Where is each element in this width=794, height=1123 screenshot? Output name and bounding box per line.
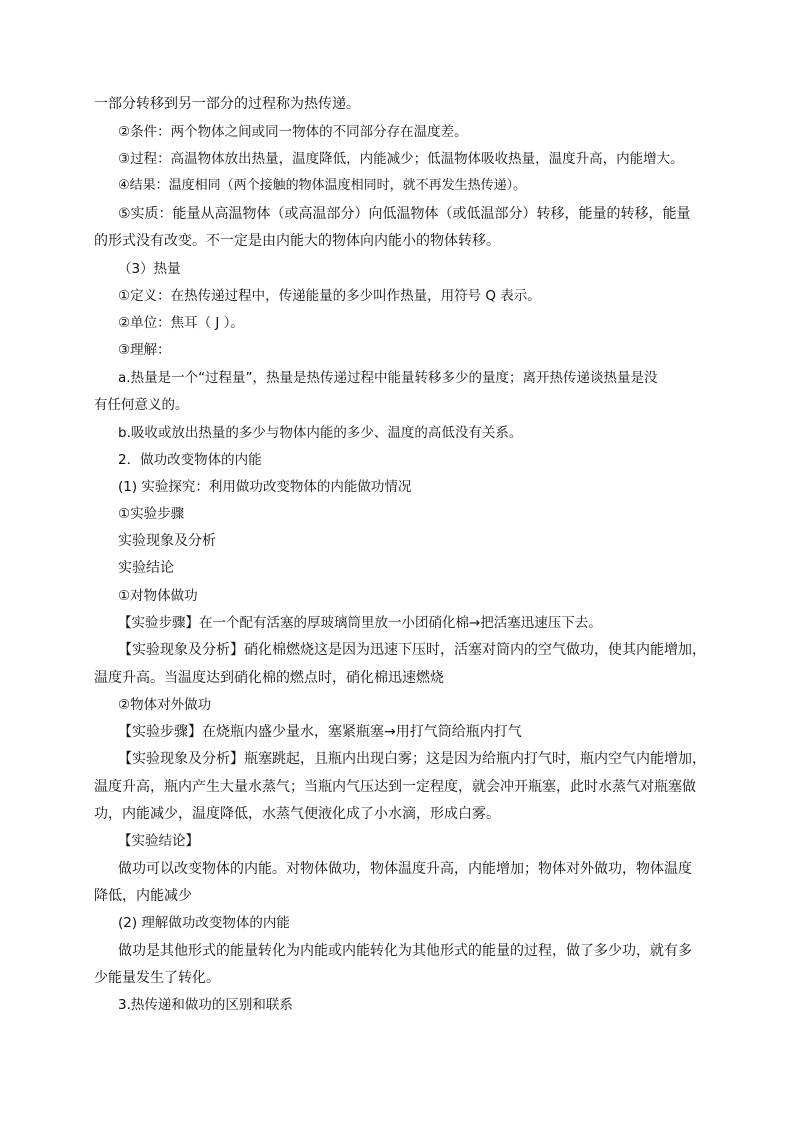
text-line: ②条件：两个物体之间或同一物体的不同部分存在温度差。	[118, 124, 468, 140]
text-line: 【实验结论】	[118, 833, 199, 849]
section-heading: （3）热量	[118, 261, 181, 277]
text-line: ①实验步骤	[118, 506, 185, 522]
text-line: ③过程：高温物体放出热量，温度降低，内能减少；低温物体吸收热量，温度升高，内能增大。	[118, 151, 684, 167]
text-line: 【实验现象及分析】硝化棉燃烧这是因为迅速下压时，活塞对筒内的空气做功，使其内能增加，	[118, 642, 706, 658]
text-line: ①对物体做功	[118, 588, 198, 604]
text-line: 实验结论	[118, 560, 174, 576]
text-line: ③理解：	[118, 342, 171, 358]
section-heading: (2) 理解做功改变物体的内能	[118, 915, 290, 931]
text-line: 有任何意义的。	[94, 397, 189, 413]
text-line: 温度升高。当温度达到硝化棉的燃点时，硝化棉迅速燃烧	[94, 670, 444, 686]
text-line: 温度升高，瓶内产生大量水蒸气；当瓶内气压达到一定程度，就会冲开瓶塞，此时水蒸气对瓶塞做	[94, 779, 696, 795]
section-heading: (1) 实验探究：利用做功改变物体的内能做功情况	[118, 479, 412, 495]
text-line: 做功是其他形式的能量转化为内能或内能转化为其他形式的能量的过程，做了多少功，就有多	[118, 943, 692, 959]
text-line: 一部分转移到另一部分的过程称为热传递。	[94, 96, 360, 112]
text-line: 做功可以改变物体的内能。对物体做功，物体温度升高，内能增加；物体对外做功，物体温度	[118, 861, 692, 877]
text-line: 少能量发生了转化。	[94, 970, 220, 986]
text-line: ②单位：焦耳（ J ）。	[118, 315, 244, 331]
text-line: 实验现象及分析	[118, 533, 216, 549]
text-line: 降低，内能减少	[94, 888, 192, 904]
text-line: ②物体对外做功	[118, 697, 212, 713]
section-heading: 2．做功改变物体的内能	[118, 452, 262, 468]
text-line: ⑤实质：能量从高温物体（或高温部分）向低温物体（或低温部分）转移，能量的转移，能量	[118, 206, 691, 222]
text-line: 【实验步骤】在一个配有活塞的厚玻璃筒里放一小团硝化棉→把活塞迅速压下去。	[118, 615, 602, 631]
text-line: b.吸收或放出热量的多少与物体内能的多少、温度的高低没有关系。	[118, 425, 523, 441]
text-line: ①定义：在热传递过程中，传递能量的多少叫作热量，用符号 Q 表示。	[118, 288, 541, 304]
text-line: 功，内能减少，温度降低，水蒸气便液化成了小水滴，形成白雾。	[94, 806, 500, 822]
text-line: 的形式没有改变。不一定是由内能大的物体向内能小的物体转移。	[94, 233, 500, 249]
text-line: ④结果：温度相同（两个接触的物体温度相同时，就不再发生热传递）。	[118, 178, 527, 193]
text-line: a.热量是一个“过程量”，热量是热传递过程中能量转移多少的量度；离开热传递谈热量是没	[118, 370, 658, 386]
section-heading: 3.热传递和做功的区别和联系	[118, 997, 293, 1013]
text-line: 【实验现象及分析】瓶塞跳起，且瓶内出现白雾；这是因为给瓶内打气时，瓶内空气内能增加，	[118, 751, 706, 767]
text-line: 【实验步骤】在烧瓶内盛少量水，塞紧瓶塞→用打气筒给瓶内打气	[118, 724, 522, 740]
